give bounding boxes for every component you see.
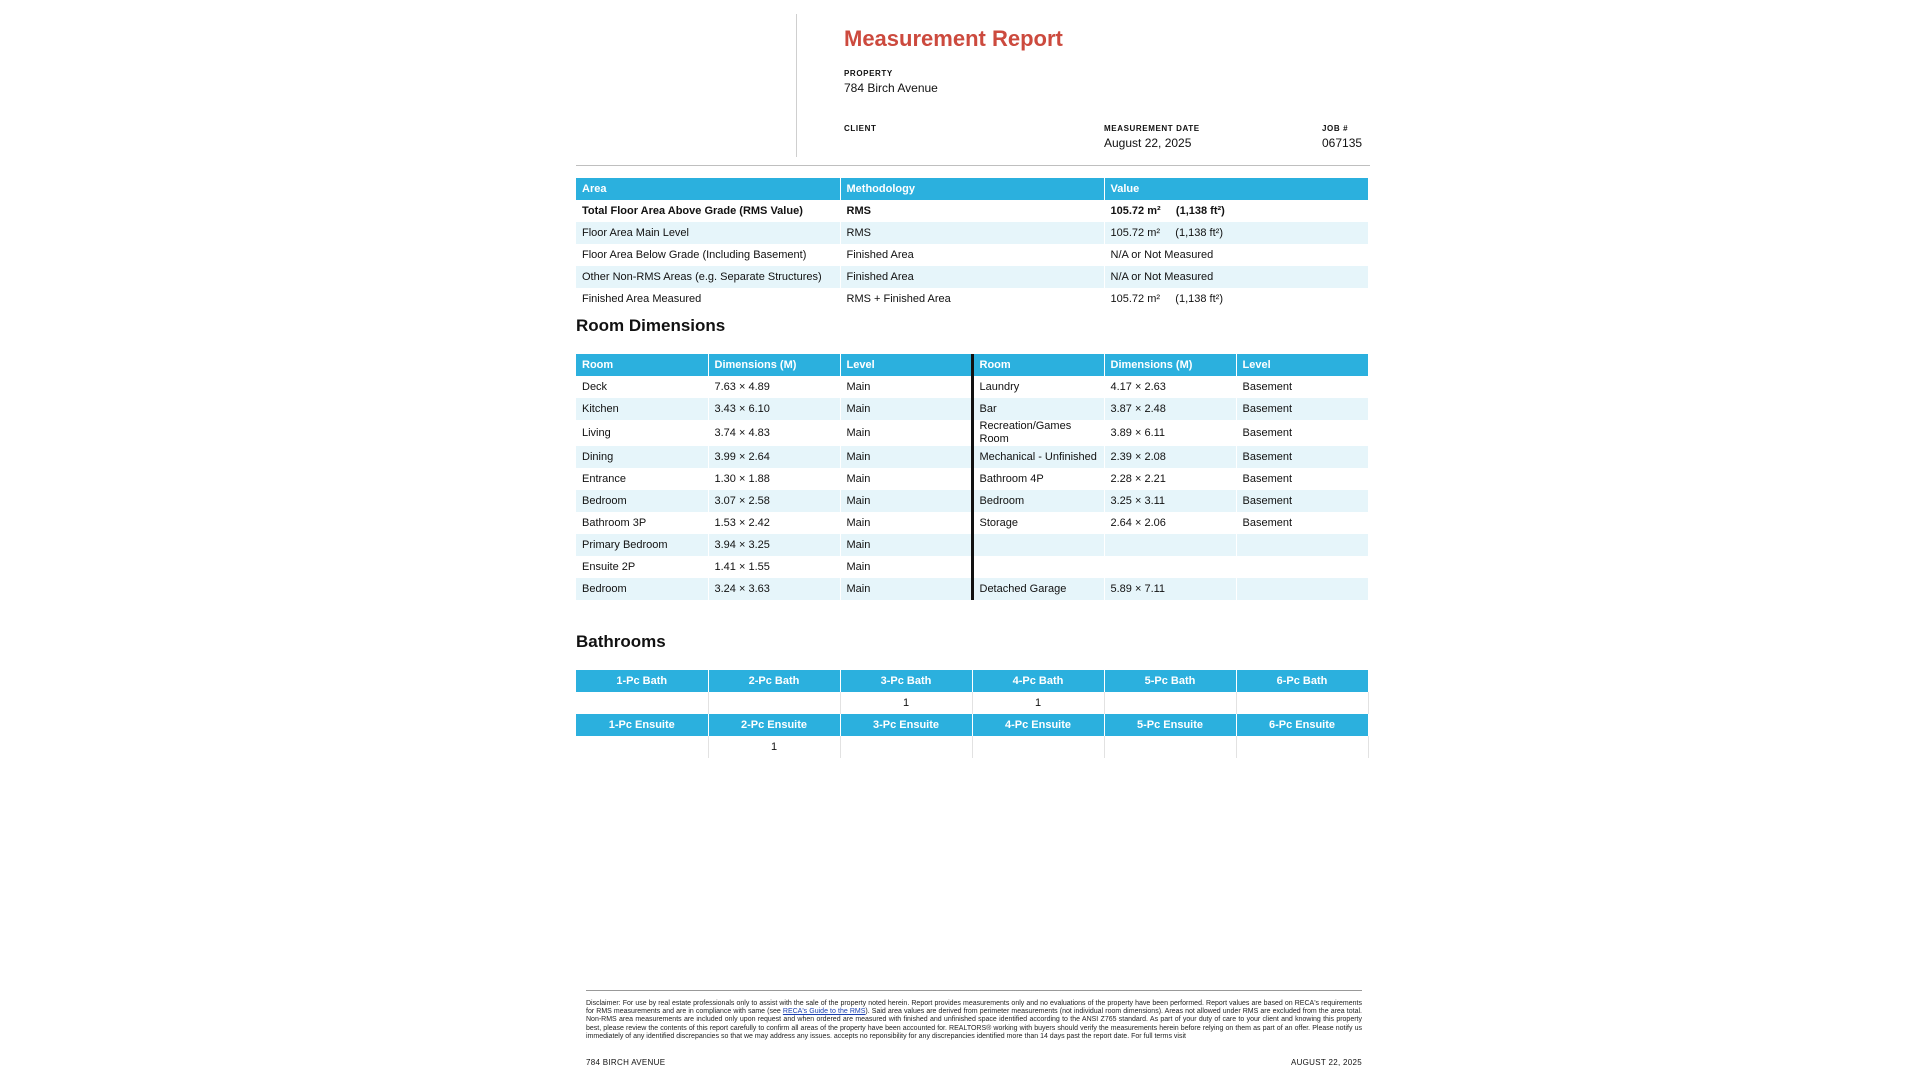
room-dimensions: 3.07 × 2.58: [708, 490, 840, 512]
table-row: [576, 398, 1368, 420]
bath-header-row: [576, 670, 1368, 692]
bath-type-header: 3-Pc Bath: [840, 670, 972, 692]
bath-type-header: 4-Pc Bath: [972, 670, 1104, 692]
bath-count: [708, 692, 840, 714]
bathrooms-title: Bathrooms: [576, 632, 666, 651]
room-name: Storage: [972, 512, 1104, 534]
room-dimensions: 2.28 × 2.21: [1104, 468, 1236, 490]
room-dimensions: 1.30 × 1.88: [708, 468, 840, 490]
room-level: Main: [840, 376, 972, 398]
room-dimensions: [1104, 534, 1236, 556]
reca-guide-link[interactable]: RECA's Guide to the RMS: [782, 1008, 866, 1016]
bath-count: 1: [972, 692, 1104, 714]
table-row: [576, 468, 1368, 490]
room-level: Main: [840, 468, 972, 490]
job-block: [1322, 124, 1362, 150]
report-page: [576, 0, 1370, 1080]
table-row: [576, 200, 1368, 222]
bath-type-header: 1-Pc Bath: [576, 670, 708, 692]
room-name: Primary Bedroom: [576, 534, 708, 556]
ensuite-type-header: 4-Pc Ensuite: [972, 714, 1104, 736]
value-cell: N/A or Not Measured: [1104, 266, 1368, 288]
table-row: [576, 512, 1368, 534]
room-name: Ensuite 2P: [576, 556, 708, 578]
table-row: [576, 446, 1368, 468]
room-level: Main: [840, 446, 972, 468]
header-divider: [796, 14, 797, 157]
room-dimensions: 3.94 × 3.25: [708, 534, 840, 556]
room-level: Main: [840, 490, 972, 512]
room-dimensions: 3.24 × 3.63: [708, 578, 840, 600]
disclaimer-text-b: ). Said area values are derived from perimeter measurements (not individual room dimensions). Areas not allowed under RMS are excluded from the area total. Non-RMS area measurements are included only upon request and when ordered are measured with finished and unfinished space identified according to the ANSI Z765 standard. As part of your duty of care to your client and knowing this property best, please review the contents of this report carefully to confirm all areas of the property have been accounted for. REALTORS® working with buyers should verify the measurements herein before relying on them as part of an offer. Please notify us immediately of any identified discrepancies so that we may address any issues. accepts no reponsibility for any discrepancies identified more than 14 days past the report date. For full terms visit: [586, 1008, 1362, 1040]
room-dimensions: 3.43 × 6.10: [708, 398, 840, 420]
property-label: PROPERTY: [844, 69, 893, 78]
room-name: Deck: [576, 376, 708, 398]
room-dimensions: 2.39 × 2.08: [1104, 446, 1236, 468]
area-cell: Other Non-RMS Areas (e.g. Separate Structures): [576, 266, 840, 288]
column-header: Level: [840, 354, 972, 376]
room-dimensions-title: Room Dimensions: [576, 316, 726, 335]
table-row: [576, 376, 1368, 398]
ensuite-type-header: 5-Pc Ensuite: [1104, 714, 1236, 736]
room-name: Detached Garage: [972, 578, 1104, 600]
room-name: [972, 534, 1104, 556]
footer-date: AUGUST 22, 2025: [1290, 1058, 1362, 1067]
bath-count: [576, 692, 708, 714]
table-row: [576, 556, 1368, 578]
room-name: Dining: [576, 446, 708, 468]
measurement-date-block: [1104, 124, 1200, 150]
room-name: Recreation/Games Room: [972, 420, 1104, 446]
disclaimer: [586, 1000, 1362, 1041]
header-bottom-rule: [576, 165, 1370, 166]
bath-count: [1236, 692, 1368, 714]
area-table-header: [576, 178, 1368, 200]
value-cell: 105.72 m² (1,138 ft²): [1104, 288, 1368, 310]
column-header: Area: [576, 178, 840, 200]
bath-type-header: 5-Pc Bath: [1104, 670, 1236, 692]
room-level: Main: [840, 534, 972, 556]
room-dimensions: 7.63 × 4.89: [708, 376, 840, 398]
bath-type-header: 2-Pc Bath: [708, 670, 840, 692]
table-row: [576, 420, 1368, 446]
room-dimensions: 3.89 × 6.11: [1104, 420, 1236, 446]
value-cell: N/A or Not Measured: [1104, 244, 1368, 266]
report-title: Measurement Report: [844, 26, 1063, 51]
room-level: [1236, 556, 1368, 578]
column-header: Room: [972, 354, 1104, 376]
ensuite-count: [1236, 736, 1368, 758]
ensuite-count: 1: [708, 736, 840, 758]
room-dimensions: 2.64 × 2.06: [1104, 512, 1236, 534]
room-dimensions: 3.87 × 2.48: [1104, 398, 1236, 420]
method-cell: RMS: [840, 200, 1104, 222]
ensuite-count: [1104, 736, 1236, 758]
rooms-table-header: [576, 354, 1368, 376]
disclaimer-rule: [586, 990, 1362, 991]
bath-count: 1: [840, 692, 972, 714]
method-cell: Finished Area: [840, 244, 1104, 266]
footer-address: 784 BIRCH AVENUE: [586, 1058, 666, 1067]
room-level: Main: [840, 556, 972, 578]
column-header: Level: [1236, 354, 1368, 376]
area-table: [576, 178, 1369, 310]
measurement-date-value: August 22, 2025: [1104, 136, 1192, 150]
area-cell: Finished Area Measured: [576, 288, 840, 310]
room-level: Basement: [1236, 398, 1368, 420]
room-name: Bedroom: [576, 490, 708, 512]
ensuite-count: [576, 736, 708, 758]
room-dimensions: 1.53 × 2.42: [708, 512, 840, 534]
table-row: [576, 288, 1368, 310]
room-level: Main: [840, 398, 972, 420]
room-level: [1236, 534, 1368, 556]
room-dimensions: [1104, 556, 1236, 578]
room-level: Main: [840, 578, 972, 600]
ensuite-header-row: [576, 714, 1368, 736]
bath-count: [1104, 692, 1236, 714]
table-row: [576, 222, 1368, 244]
ensuite-type-header: 3-Pc Ensuite: [840, 714, 972, 736]
job-value: 067135: [1322, 136, 1363, 150]
client-block: [844, 124, 877, 136]
room-level: Basement: [1236, 490, 1368, 512]
method-cell: Finished Area: [840, 266, 1104, 288]
room-level: Main: [840, 512, 972, 534]
ensuite-count-row: [576, 736, 1368, 758]
job-label: JOB #: [1322, 124, 1349, 133]
property-value: 784 Birch Avenue: [844, 81, 938, 95]
room-name: Laundry: [972, 376, 1104, 398]
value-cell: 105.72 m² (1,138 ft²): [1104, 200, 1368, 222]
room-level: [1236, 578, 1368, 600]
room-name: Bathroom 3P: [576, 512, 708, 534]
room-name: Bathroom 4P: [972, 468, 1104, 490]
area-cell: Floor Area Below Grade (Including Basement): [576, 244, 840, 266]
room-level: Basement: [1236, 512, 1368, 534]
room-name: Living: [576, 420, 708, 446]
method-cell: RMS: [840, 222, 1104, 244]
room-name: Bar: [972, 398, 1104, 420]
table-row: [576, 244, 1368, 266]
room-level: Basement: [1236, 468, 1368, 490]
area-cell: Total Floor Area Above Grade (RMS Value): [576, 200, 840, 222]
table-row: [576, 266, 1368, 288]
room-dimensions: 3.99 × 2.64: [708, 446, 840, 468]
room-name: Bedroom: [576, 578, 708, 600]
room-dimensions: 5.89 × 7.11: [1104, 578, 1236, 600]
property-block: [844, 69, 938, 95]
room-level: Main: [840, 420, 972, 446]
column-header: Room: [576, 354, 708, 376]
measurement-date-label: MEASUREMENT DATE: [1104, 124, 1200, 133]
ensuite-type-header: 6-Pc Ensuite: [1236, 714, 1368, 736]
room-level: Basement: [1236, 446, 1368, 468]
room-name: Entrance: [576, 468, 708, 490]
room-level: Basement: [1236, 420, 1368, 446]
room-dimensions: 4.17 × 2.63: [1104, 376, 1236, 398]
area-cell: Floor Area Main Level: [576, 222, 840, 244]
column-header: Dimensions (M): [1104, 354, 1236, 376]
room-dimensions: 3.74 × 4.83: [708, 420, 840, 446]
value-cell: 105.72 m² (1,138 ft²): [1104, 222, 1368, 244]
room-name: Mechanical - Unfinished: [972, 446, 1104, 468]
room-dimensions: 1.41 × 1.55: [708, 556, 840, 578]
ensuite-count: [840, 736, 972, 758]
room-name: [972, 556, 1104, 578]
method-cell: RMS + Finished Area: [840, 288, 1104, 310]
ensuite-type-header: 1-Pc Ensuite: [576, 714, 708, 736]
table-row: [576, 490, 1368, 512]
bath-count-row: [576, 692, 1368, 714]
room-level: Basement: [1236, 376, 1368, 398]
room-name: Bedroom: [972, 490, 1104, 512]
room-dimensions: 3.25 × 3.11: [1104, 490, 1236, 512]
table-row: [576, 534, 1368, 556]
room-name: Kitchen: [576, 398, 708, 420]
bathrooms-table: [576, 670, 1369, 758]
room-dimensions-table: [576, 354, 1369, 600]
bath-type-header: 6-Pc Bath: [1236, 670, 1368, 692]
client-label: CLIENT: [844, 124, 877, 133]
ensuite-type-header: 2-Pc Ensuite: [708, 714, 840, 736]
ensuite-count: [972, 736, 1104, 758]
disclaimer-text-a: Disclaimer: For use by real estate professionals only to assist with the sale of the property noted herein. Report provides measurements only and no evaluations of the property have been performed. Report values are based on RECA's requirements for RMS measurements and are in compliance with same (see: [586, 1000, 1362, 1016]
column-header: Value: [1104, 178, 1368, 200]
column-header: Methodology: [840, 178, 1104, 200]
table-row: [576, 578, 1368, 600]
column-header: Dimensions (M): [708, 354, 840, 376]
